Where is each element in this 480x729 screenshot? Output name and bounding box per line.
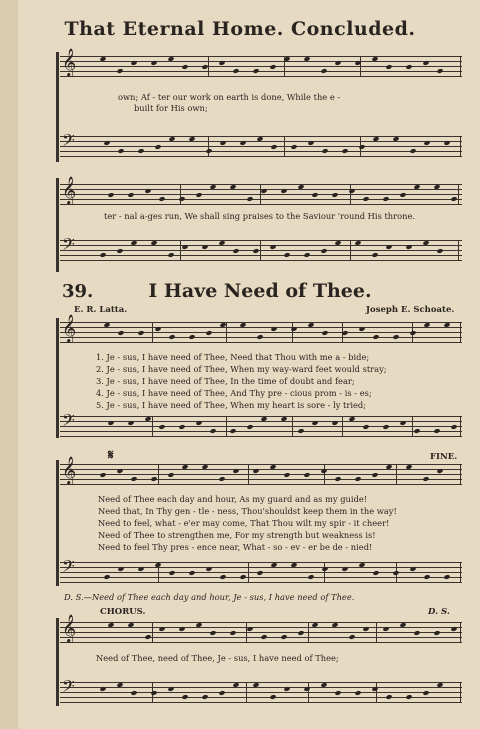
notehead [334, 476, 341, 482]
treble-staff-5 [60, 614, 462, 642]
fine-mark: FINE. [430, 452, 458, 462]
notehead [422, 690, 429, 696]
notehead [150, 476, 157, 482]
system-brace [56, 618, 59, 706]
notehead [321, 330, 328, 336]
notehead [297, 428, 304, 434]
notehead [117, 148, 124, 154]
system-brace [56, 460, 59, 586]
segno-mark: 𝄋 [108, 448, 114, 463]
system-brace [56, 52, 59, 162]
notehead [385, 64, 392, 70]
bass-clef-icon: 𝄢 [62, 410, 75, 434]
notehead [229, 630, 236, 636]
notehead [283, 252, 290, 258]
notehead [358, 144, 365, 150]
notehead [382, 196, 389, 202]
system-brace [56, 178, 59, 272]
notehead [382, 424, 389, 430]
notehead [158, 196, 165, 202]
composer-credit: Joseph E. Schoate. [366, 305, 455, 315]
lyric-line: built for His own; [134, 103, 208, 113]
notehead [209, 428, 216, 434]
notehead [116, 248, 123, 254]
notehead [195, 192, 202, 198]
notehead [433, 630, 440, 636]
verse-line: 4. Je - sus, I have need of Thee, And Thy pre - cious prom - is - es; [96, 388, 372, 398]
verse-line: 5. Je - sus, I have need of Thee, When my heart is sore - ly tried; [96, 400, 367, 410]
verse-line: 3. Je - sus, I have need of Thee, In the time of doubt and fear; [96, 376, 355, 386]
notehead [239, 574, 246, 580]
bass-clef-icon: 𝄢 [62, 676, 75, 700]
notehead [283, 472, 290, 478]
notehead [450, 196, 457, 202]
treble-clef-icon: 𝄞 [62, 176, 77, 204]
notehead [311, 192, 318, 198]
notehead [205, 148, 212, 154]
notehead [409, 148, 416, 154]
notehead [354, 690, 361, 696]
notehead [178, 196, 185, 202]
notehead [158, 424, 165, 430]
page-gutter [0, 0, 18, 729]
notehead [385, 694, 392, 700]
notehead [423, 574, 430, 580]
notehead [270, 144, 277, 150]
notehead [409, 330, 416, 336]
notehead [297, 630, 304, 636]
notehead [117, 330, 124, 336]
lyricist-credit: E. R. Latta. [74, 305, 128, 315]
notehead [371, 252, 378, 258]
bass-staff-5 [60, 676, 462, 702]
notehead [181, 64, 188, 70]
refrain-line: Need to feel, what - e'er may come, That Thou wilt my spir - it cheer! [98, 518, 390, 528]
notehead [137, 330, 144, 336]
notehead [188, 570, 195, 576]
notehead [413, 630, 420, 636]
refrain-line: Need that, In Thy gen - tle - ness, Thou'shouldst keep them in the way! [98, 506, 397, 516]
notehead [130, 476, 137, 482]
notehead [144, 634, 151, 640]
notehead [137, 148, 144, 154]
notehead [303, 472, 310, 478]
hymn-title: I Have Need of Thee. [148, 280, 372, 302]
notehead [320, 248, 327, 254]
notehead [348, 634, 355, 640]
notehead [392, 570, 399, 576]
notehead [168, 570, 175, 576]
lyric-line: own; Af - ter our work on earth is done, While the e - [118, 92, 341, 102]
notehead [321, 148, 328, 154]
notehead [450, 424, 457, 430]
bass-clef-icon: 𝄢 [62, 234, 75, 258]
notehead [209, 630, 216, 636]
notehead [218, 476, 225, 482]
hymn-number: 39. [62, 281, 94, 302]
ds-lyric-line: D. S.—Need of Thee each day and hour, Je - sus, I have need of Thee. [64, 592, 355, 602]
notehead [307, 574, 314, 580]
notehead [150, 690, 157, 696]
notehead [99, 472, 106, 478]
bass-clef-icon: 𝄢 [62, 556, 75, 580]
notehead [341, 148, 348, 154]
notehead [331, 192, 338, 198]
notehead [99, 252, 106, 258]
notehead [218, 690, 225, 696]
notehead [260, 634, 267, 640]
notehead [130, 690, 137, 696]
notehead [372, 570, 379, 576]
verse-line: 1. Je - sus, I have need of Thee, Need that Thou with me a - bide; [96, 352, 370, 362]
bass-staff-1 [60, 130, 462, 156]
notehead [229, 428, 236, 434]
notehead [154, 144, 161, 150]
treble-staff-2 [60, 176, 462, 204]
notehead [405, 694, 412, 700]
notehead [405, 64, 412, 70]
page-title: That Eternal Home. Concluded. [64, 18, 416, 40]
system-brace [56, 318, 59, 438]
notehead [413, 428, 420, 434]
notehead [392, 334, 399, 340]
bass-staff-2 [60, 234, 462, 260]
notehead [181, 694, 188, 700]
notehead [168, 334, 175, 340]
chorus-mark: CHORUS. [100, 607, 146, 617]
notehead [269, 694, 276, 700]
notehead [246, 424, 253, 430]
notehead [354, 476, 361, 482]
notehead [201, 694, 208, 700]
notehead [256, 334, 263, 340]
notehead [290, 144, 297, 150]
refrain-line: Need to feel Thy pres - ence near, What - so - ev - er be de - nied! [98, 542, 373, 552]
chorus-lyric-line: Need of Thee, need of Thee, Je - sus, I have need of Thee; [96, 653, 339, 663]
notehead [178, 424, 185, 430]
treble-clef-icon: 𝄞 [62, 614, 77, 642]
verse-line: 2. Je - sus, I have need of Thee, When my way-ward feet would stray; [96, 364, 387, 374]
notehead [303, 252, 310, 258]
refrain-line: Need of Thee to strengthen me, For my strength but weakness is! [98, 530, 376, 540]
notehead [127, 192, 134, 198]
lyric-line: ter - nal a-ges run, We shall sing praises to the Saviour 'round His throne. [104, 211, 415, 221]
notehead [269, 64, 276, 70]
notehead [246, 196, 253, 202]
notehead [219, 574, 226, 580]
notehead [256, 570, 263, 576]
notehead [372, 334, 379, 340]
notehead [320, 68, 327, 74]
notehead [362, 424, 369, 430]
notehead [334, 690, 341, 696]
notehead [443, 574, 450, 580]
notehead [167, 252, 174, 258]
bass-clef-icon: 𝄢 [62, 130, 75, 154]
treble-clef-icon: 𝄞 [62, 314, 77, 342]
refrain-line: Need of Thee each day and hour, As my guard and as my guide! [98, 494, 368, 504]
bass-staff-3 [60, 410, 462, 436]
notehead [167, 472, 174, 478]
notehead [232, 68, 239, 74]
treble-staff-1 [60, 48, 462, 76]
notehead [107, 192, 114, 198]
ds-mark: D. S. [428, 607, 450, 617]
notehead [436, 68, 443, 74]
notehead [436, 248, 443, 254]
notehead [188, 334, 195, 340]
notehead [103, 574, 110, 580]
treble-staff-3 [60, 314, 462, 342]
notehead [422, 476, 429, 482]
notehead [116, 68, 123, 74]
notehead [341, 330, 348, 336]
treble-clef-icon: 𝄞 [62, 456, 77, 484]
notehead [433, 428, 440, 434]
treble-clef-icon: 𝄞 [62, 48, 77, 76]
notehead [362, 196, 369, 202]
notehead [371, 472, 378, 478]
notehead [252, 68, 259, 74]
notehead [399, 192, 406, 198]
notehead [232, 248, 239, 254]
notehead [280, 634, 287, 640]
notehead [252, 248, 259, 254]
bass-staff-4 [60, 556, 462, 582]
notehead [205, 330, 212, 336]
